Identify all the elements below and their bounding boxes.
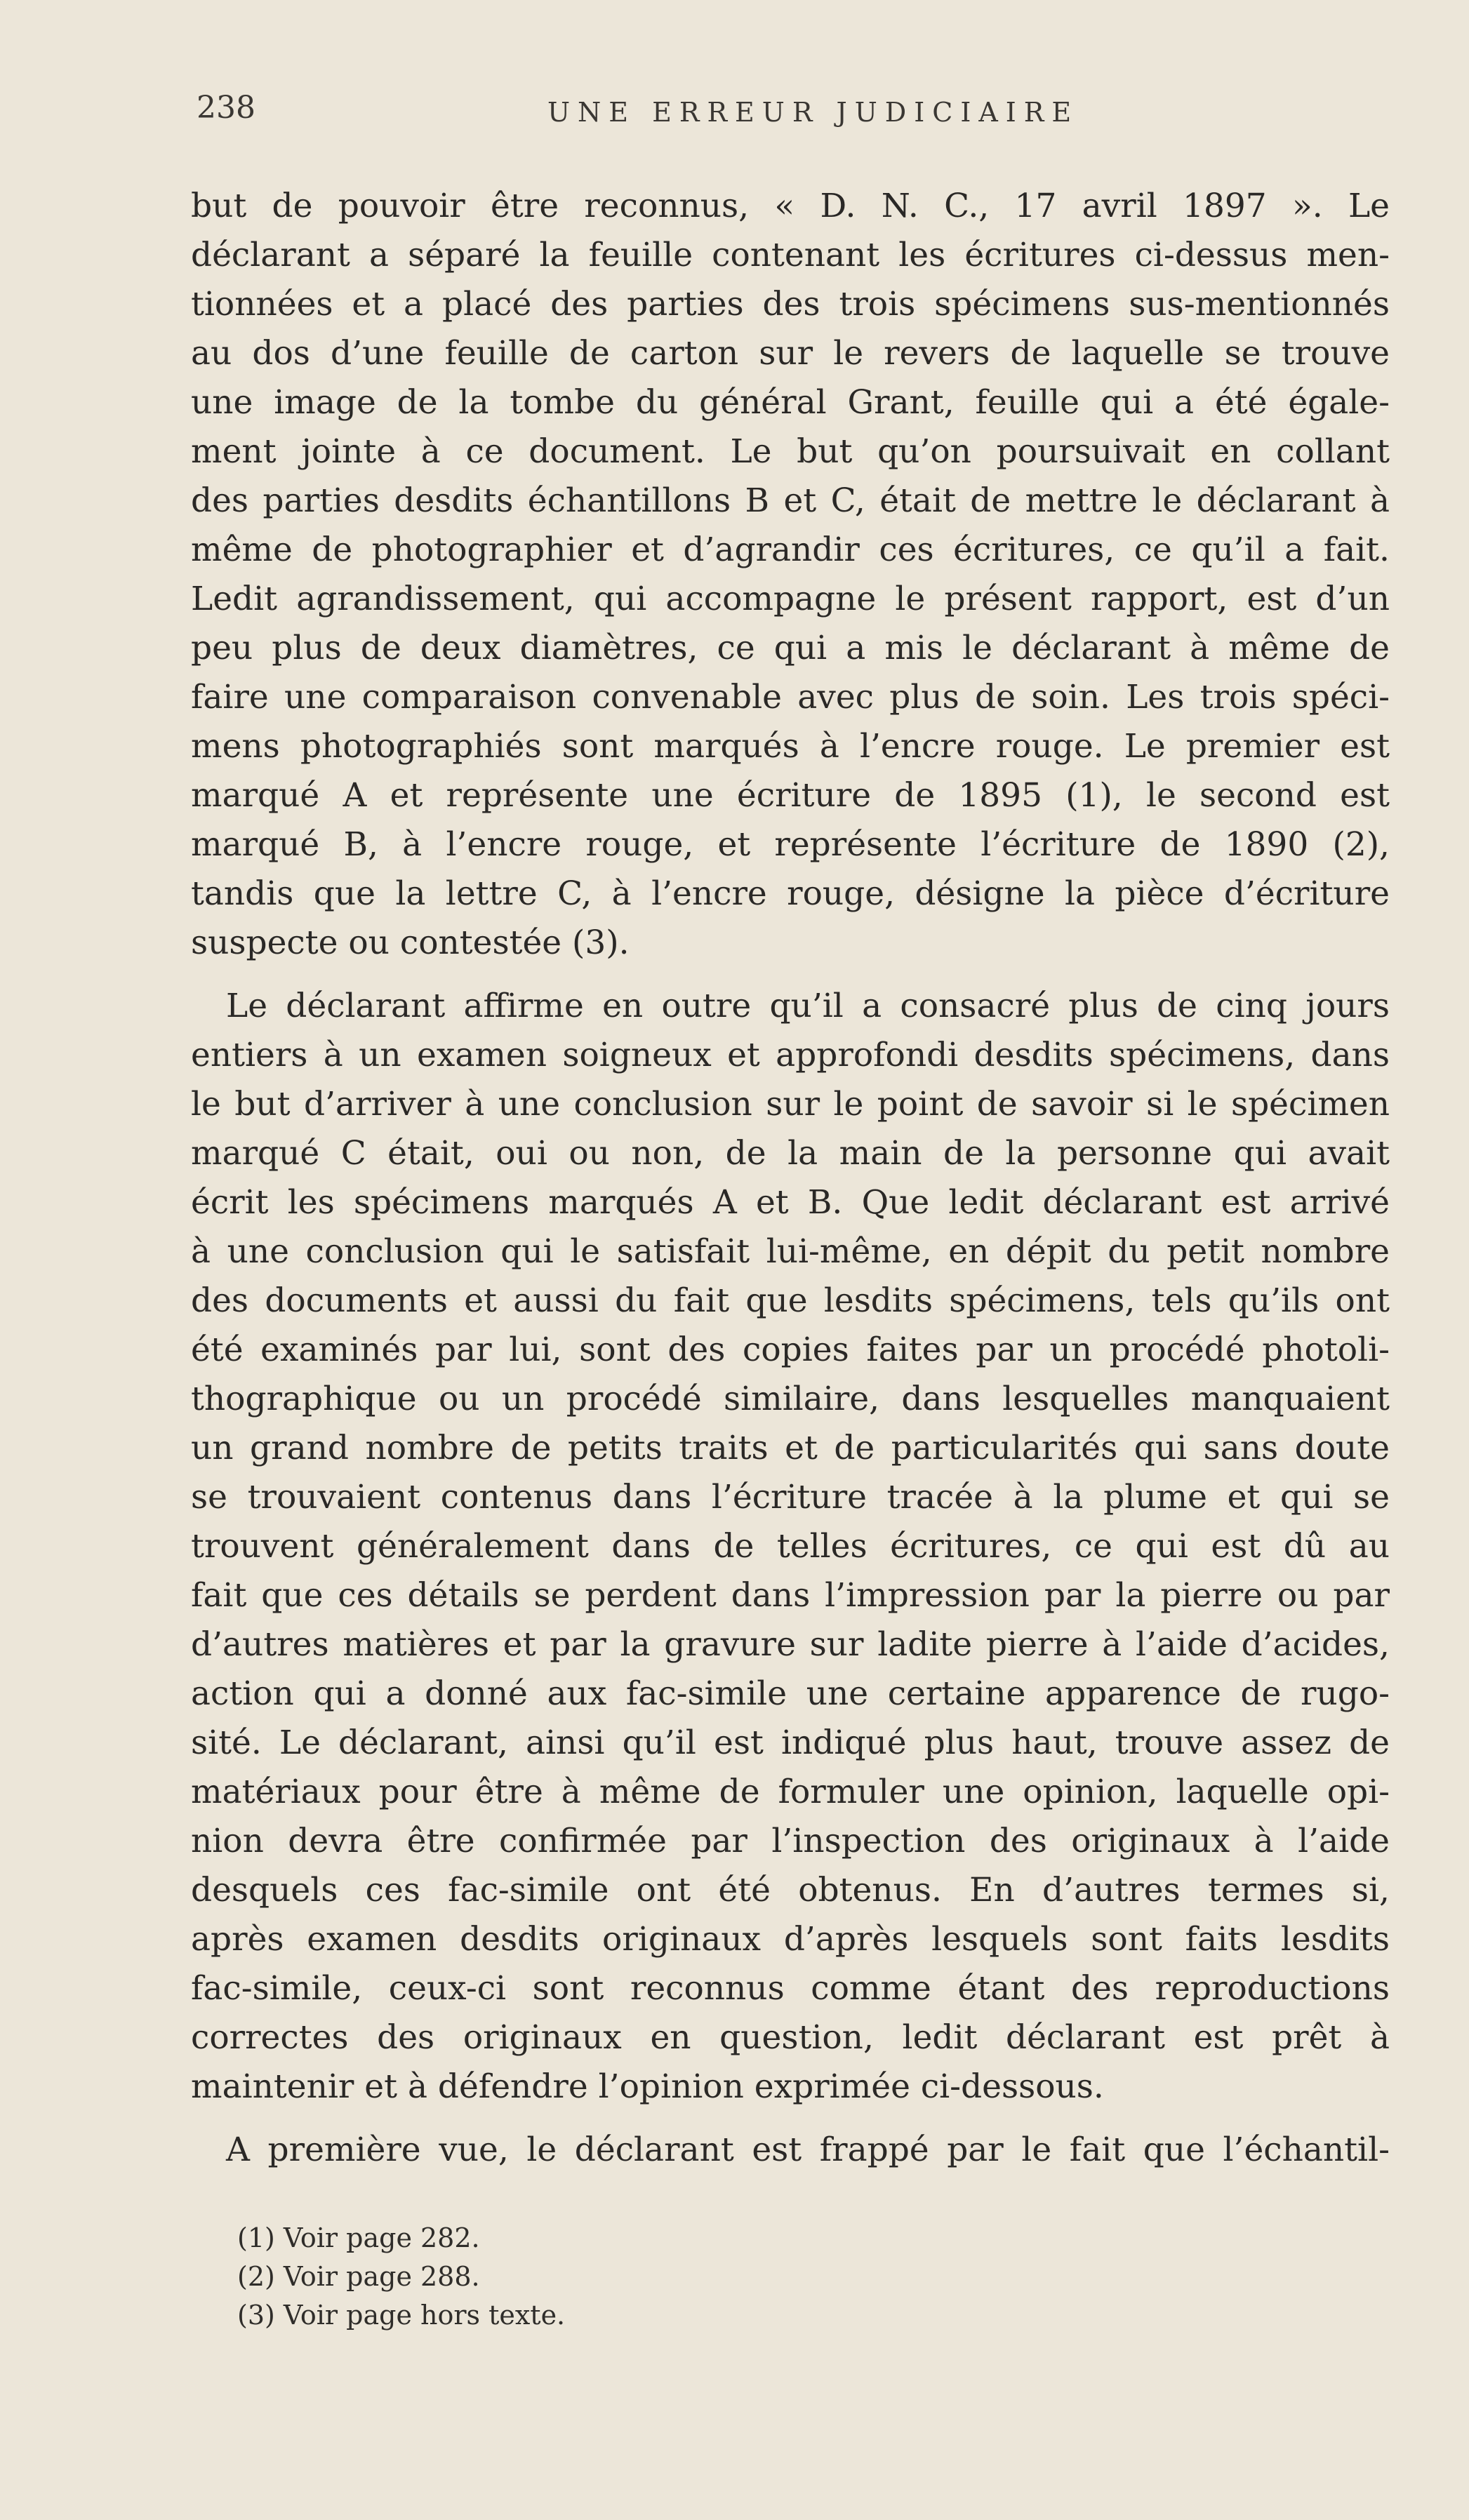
text-line: se trouvaient contenus dans l’écriture tracée à la plume et qui se — [191, 1478, 1390, 1516]
text-line: une image de la tombe du général Grant, feuille qui a été égale- — [191, 383, 1390, 422]
text-line: été examinés par lui, sont des copies faites par un procédé photoli- — [191, 1331, 1390, 1369]
text-line: ment jointe à ce document. Le but qu’on poursuivait en collant — [191, 432, 1390, 471]
text-line: à une conclusion qui le satisfait lui-même, en dépit du petit nombre — [191, 1232, 1390, 1271]
text-line: mens photographiés sont marqués à l’encre rouge. Le premier est — [191, 727, 1390, 766]
text-line: écrit les spécimens marqués A et B. Que ledit déclarant est arrivé — [191, 1183, 1390, 1222]
text-line: but de pouvoir être reconnus, « D. N. C., 17 avril 1897 ». Le — [191, 187, 1390, 225]
text-line: même de photographier et d’agrandir ces écritures, ce qu’il a fait. — [191, 531, 1390, 569]
text-line: trouvent généralement dans de telles écritures, ce qui est dû au — [191, 1527, 1390, 1566]
text-line: faire une comparaison convenable avec plus de soin. Les trois spéci- — [191, 678, 1390, 716]
paragraph-start-line: Le déclarant affirme en outre qu’il a consacré plus de cinq jours — [226, 987, 1390, 1025]
text-line: déclarant a séparé la feuille contenant les écritures ci-dessus men- — [191, 236, 1390, 274]
text-line: marqué B, à l’encre rouge, et représente l’écriture de 1890 (2), — [191, 825, 1390, 864]
text-line: correctes des originaux en question, ledit déclarant est prêt à — [191, 2018, 1390, 2057]
footnote: (3) Voir page hors texte. — [237, 2300, 566, 2331]
text-line: matériaux pour être à même de formuler une opinion, laquelle opi- — [191, 1773, 1390, 1811]
text-line: suspecte ou contestée (3). — [191, 924, 630, 962]
text-line: action qui a donné aux fac-simile une certaine apparence de rugo- — [191, 1674, 1390, 1713]
text-line: entiers à un examen soigneux et approfondi desdits spécimens, dans — [191, 1036, 1390, 1074]
text-line: marqué C était, oui ou non, de la main de la personne qui avait — [191, 1134, 1390, 1173]
text-line: d’autres matières et par la gravure sur ladite pierre à l’aide d’acides, — [191, 1625, 1390, 1664]
text-line: marqué A et représente une écriture de 1895 (1), le second est — [191, 776, 1390, 815]
text-line: peu plus de deux diamètres, ce qui a mis le déclarant à même de — [191, 629, 1390, 667]
text-line: nion devra être confirmée par l’inspection des originaux à l’aide — [191, 1822, 1390, 1860]
text-line: des documents et aussi du fait que lesdits spécimens, tels qu’ils ont — [191, 1281, 1390, 1320]
text-line: tionnées et a placé des parties des trois spécimens sus-mentionnés — [191, 285, 1390, 324]
text-line: un grand nombre de petits traits et de particularités qui sans doute — [191, 1429, 1390, 1467]
text-line: après examen desdits originaux d’après lesquels sont faits lesdits — [191, 1920, 1390, 1959]
text-line: tandis que la lettre C, à l’encre rouge, désigne la pièce d’écriture — [191, 874, 1390, 913]
text-line: maintenir et à défendre l’opinion exprimée ci-dessous. — [191, 2067, 1104, 2106]
text-line: le but d’arriver à une conclusion sur le point de savoir si le spécimen — [191, 1085, 1390, 1124]
text-line: fait que ces détails se perdent dans l’impression par la pierre ou par — [191, 1576, 1390, 1615]
footnote: (2) Voir page 288. — [237, 2261, 480, 2292]
text-line: sité. Le déclarant, ainsi qu’il est indiqué plus haut, trouve assez de — [191, 1724, 1390, 1762]
running-title: UNE ERREUR JUDICIAIRE — [547, 97, 1079, 128]
text-line: des parties desdits échantillons B et C, était de mettre le déclarant à — [191, 481, 1390, 520]
page-number: 238 — [197, 90, 255, 126]
text-line: au dos d’une feuille de carton sur le revers de laquelle se trouve — [191, 334, 1390, 373]
footnote: (1) Voir page 282. — [237, 2222, 480, 2253]
text-line: desquels ces fac-simile ont été obtenus. En d’autres termes si, — [191, 1871, 1390, 1909]
paragraph-start-line: A première vue, le déclarant est frappé par le fait que l’échantil- — [226, 2131, 1390, 2169]
text-line: Ledit agrandissement, qui accompagne le présent rapport, est d’un — [191, 580, 1390, 618]
text-line: fac-simile, ceux-ci sont reconnus comme étant des reproductions — [191, 1969, 1390, 2008]
text-line: thographique ou un procédé similaire, dans lesquelles manquaient — [191, 1380, 1390, 1418]
